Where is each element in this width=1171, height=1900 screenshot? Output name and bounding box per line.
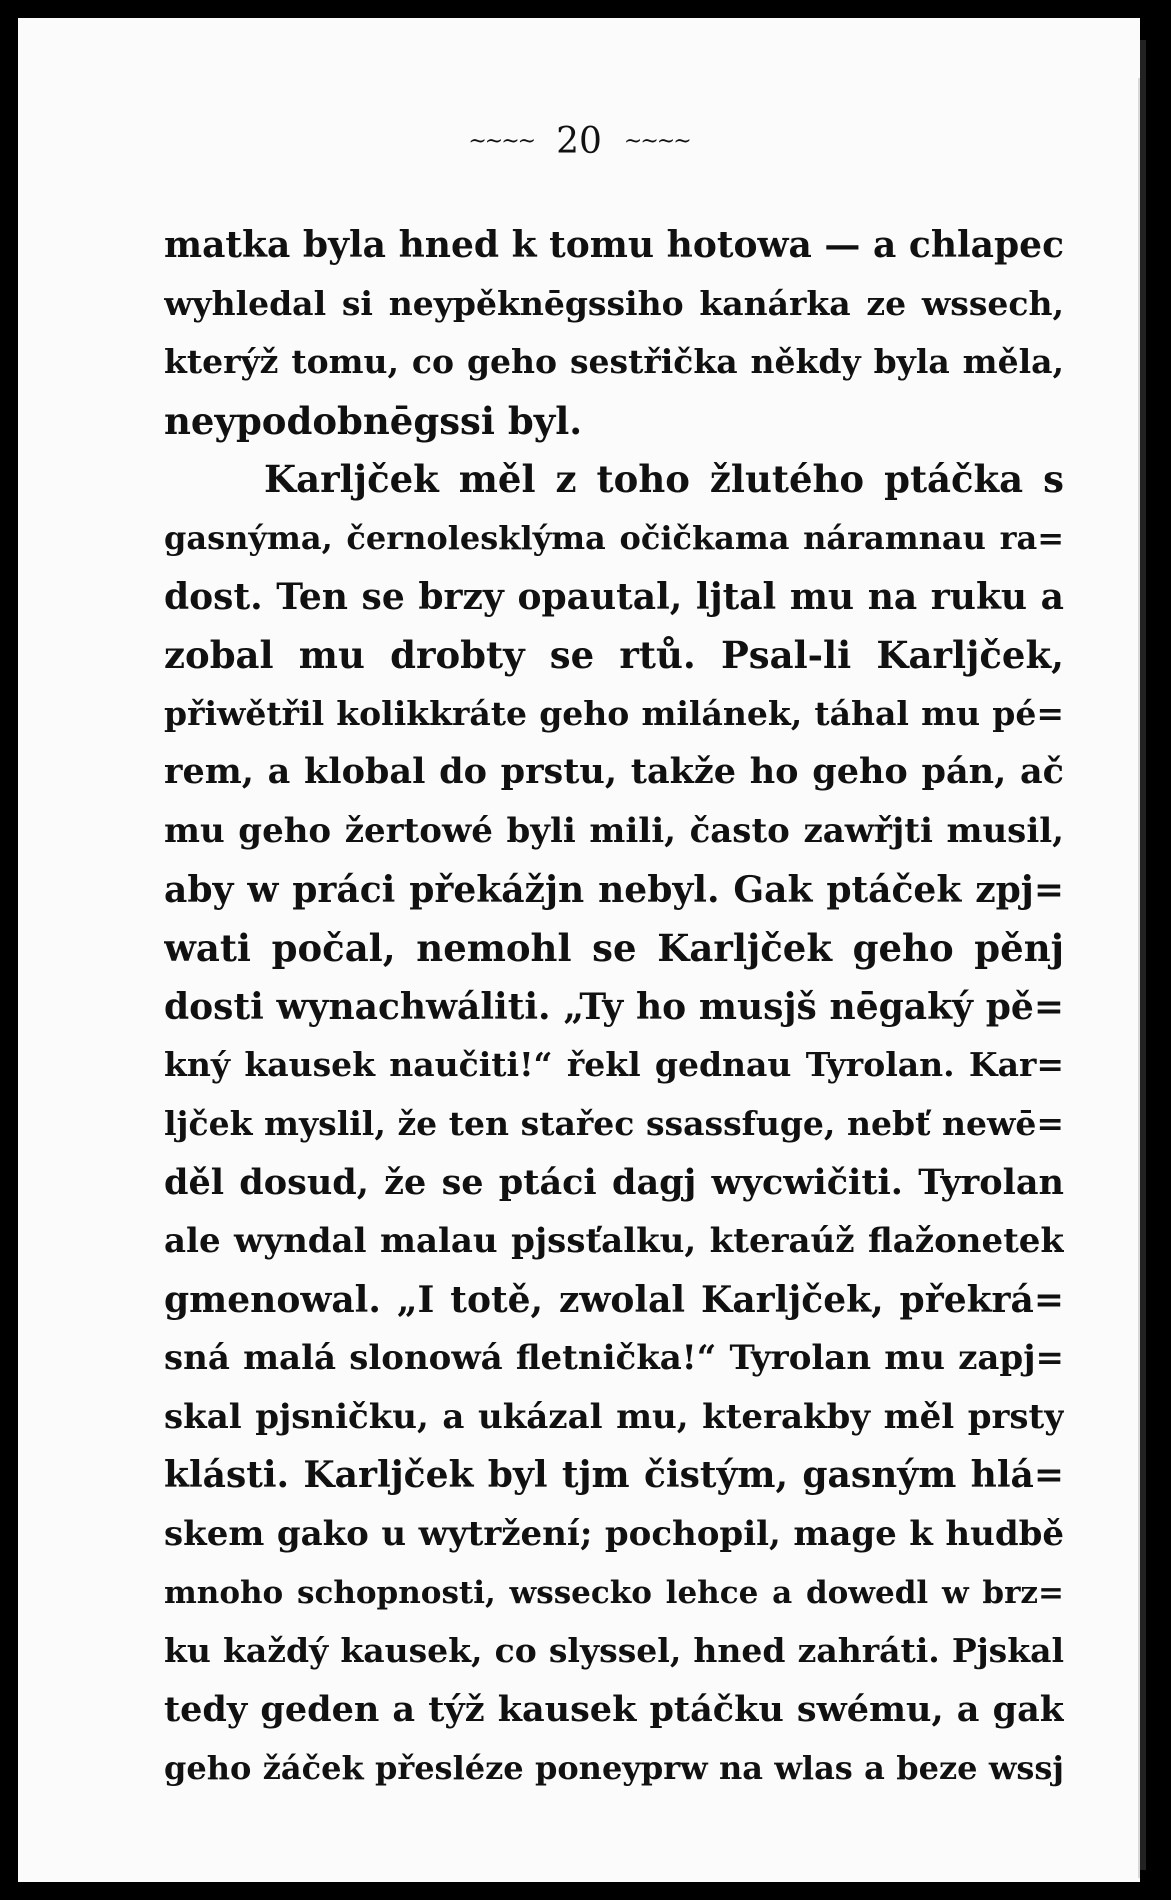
body-text xyxy=(164,216,1064,1798)
text-line: gasnýma, černolesklýma očičkama náramnau ra= xyxy=(164,518,1064,557)
text-line: gmenowal. „I totě, zwolal Karljček, překrá= xyxy=(164,1278,1064,1321)
text-line: zobal mu drobty se rtů. Psal-li Karljček, xyxy=(164,633,1064,678)
text-line: dost. Ten se brzy opautal, ljtal mu na ruku a xyxy=(164,575,1064,618)
page-edge-light xyxy=(1138,78,1140,1878)
header-flourish-right: ~~~~ xyxy=(623,128,690,154)
text-line: mnoho schopnosti, wssecko lehce a dowedl w brz= xyxy=(164,1574,1064,1611)
text-line: ku každý kausek, co slyssel, hned zahráti. Pjskal xyxy=(164,1631,1064,1671)
text-line: wati počal, nemohl se Karljček geho pěnj xyxy=(164,926,1064,971)
page-number: 20 xyxy=(556,120,602,162)
text-line: kterýž tomu, co geho sestřička někdy byla měla, xyxy=(164,342,1064,382)
text-line: přiwětřil kolikkráte geho milánek, táhal mu pé= xyxy=(164,693,1064,733)
text-line: skal pjsničku, a ukázal mu, kterakby měl prsty xyxy=(164,1396,1064,1437)
text-line: dosti wynachwáliti. „Ty ho musjš nēgaký pě= xyxy=(164,985,1064,1028)
text-line: Karljček měl z toho žlutého ptáčka s xyxy=(264,457,1064,502)
text-line: tedy geden a týž kausek ptáčku swému, a gak xyxy=(164,1688,1064,1730)
text-line: aby w práci překážjn nebyl. Gak ptáček zpj= xyxy=(164,868,1064,911)
text-line: wyhledal si neypěknēgssiho kanárka ze wssech, xyxy=(164,283,1064,323)
text-line: mu geho žertowé byli mili, často zawřjti musil, xyxy=(164,810,1064,851)
text-line: rem, a klobal do prstu, takže ho geho pán, ač xyxy=(164,751,1064,793)
text-line: neypodobnēgssi byl. xyxy=(164,398,583,443)
page-header xyxy=(18,118,1140,178)
text-line: geho žáček přesléze poneyprw na wlas a beze wssj xyxy=(164,1749,1064,1788)
text-line: ljček myslil, že ten stařec ssassfuge, nebť newē= xyxy=(164,1103,1064,1143)
header-flourish-left: ~~~~ xyxy=(468,128,535,154)
text-line: sná malá slonowá fletnička!“ Tyrolan mu zapj= xyxy=(164,1338,1064,1379)
book-page xyxy=(18,18,1140,1882)
text-line: kný kausek naučiti!“ řekl gednau Tyrolan. Kar= xyxy=(164,1045,1064,1085)
page-edge-shadow xyxy=(1140,40,1146,1870)
text-line: skem gako u wytržení; pochopil, mage k hudbě xyxy=(164,1514,1064,1555)
text-line: ale wyndal malau pjssťalku, kteraúž flažonetek xyxy=(164,1221,1064,1262)
text-line: děl dosud, že se ptáci dagj wycwičiti. Tyrolan xyxy=(164,1161,1064,1203)
text-line: klásti. Karljček byl tjm čistým, gasným hlá= xyxy=(164,1454,1064,1497)
text-line: matka byla hned k tomu hotowa — a chlapec xyxy=(164,224,1064,266)
